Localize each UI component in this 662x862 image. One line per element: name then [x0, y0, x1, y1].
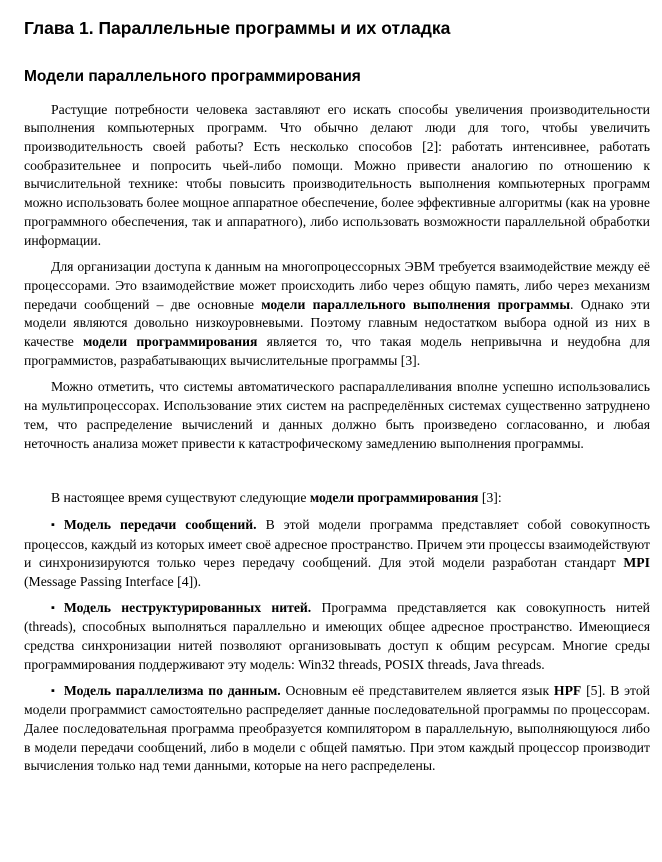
- bullet-item: [24, 682, 650, 777]
- text-run: [3]:: [478, 490, 502, 506]
- paragraph: [24, 489, 650, 508]
- text-run-bold: Модель передачи сообщений.: [63, 516, 266, 532]
- text-run: В настоящее время существуют следующие: [51, 490, 310, 506]
- bullet-square-icon: ▪: [51, 601, 55, 614]
- bullet-item: [24, 516, 650, 592]
- paragraph: [24, 258, 650, 370]
- text-run: . Однако эти модели являются довольно низкоуровневыми. Поэтому главным недостатком выбора одной из них в качестве: [24, 296, 650, 350]
- paragraph: [24, 378, 650, 453]
- text-run: [5]. В этой модели программист самостоятельно распределяет данные последовательной программы по процессорам. Далее последовательная программа преобразуется компилятором в параллельную, выполняющуюся либо в модели передачи сообщений, либо в модели с общей памятью. При этом каждый процессор производит вычисления только над теми данными, которые на него распределены.: [24, 682, 650, 774]
- text-run: (Message Passing Interface [4]).: [24, 574, 202, 590]
- text-run: Растущие потребности человека заставляют его искать способы увеличения производительности выполнения компьютерных программ. Что обычно делают люди для того, чтобы увеличить производительность своей работы? Есть несколько способов [2]: работать интенсивнее, работать сообразительнее и попросить чьей-либо помощи. Можно привести аналогию по отношению к вычислительной технике: чтобы повысить производительность выполнения компьютерных программ можно использовать более мощное аппаратное обеспечение, более эффективные алгоритмы (как на уровне программного обеспечения, так и аппаратного), либо использовать возможности параллельной обработки информации.: [24, 101, 650, 248]
- text-run: В этой модели программа представляет собой совокупность процессов, каждый из которых имеет своё адресное пространство. Причем эти процессы взаимодействуют и синхронизируются только через передачу сообщений. Для этой модели разработан стандарт: [24, 516, 651, 571]
- text-run: Для организации доступа к данным на многопроцессорных ЭВМ требуется взаимодействие между её процессорами. Это взаимодействие может происходить либо через общую память, либо через механизм передачи сообщений – две основные: [24, 259, 650, 312]
- text-run-bold: MPI: [623, 555, 650, 571]
- text-run: Можно отметить, что системы автоматического распараллеливания вполне успешно использовались на мультипроцессорах. Использование этих систем на распределённых системах существенно затруднено тем, что распределение вычислений и данных должно быть произведено согласованно, и любая неточность анализа может привести к катастрофическому замедлению выполнения программы.: [24, 379, 650, 451]
- bullet-item: [24, 599, 650, 675]
- text-run: Основным её представителем является язык: [285, 682, 554, 698]
- text-run: Программа представляется как совокупность нитей (threads), способных выполняться параллельно и имеющих общее адресное пространство. Имеющиеся средства синхронизации нитей позволяют организовывать доступ к общим ресурсам. Многие среды программирования поддерживают эту модель: Win32 threads, POSIX threads, Java threads.: [24, 599, 650, 672]
- section-heading: Модели параллельного программирования: [24, 68, 361, 85]
- text-run: является то, что такая модель непривычна и неудобна для программистов, разрабатывающих вычислительные программы [3].: [24, 334, 650, 368]
- text-run-bold: модели программирования: [309, 490, 479, 506]
- document-body: [24, 101, 650, 777]
- text-run-bold: Модель параллелизма по данным.: [63, 682, 286, 698]
- text-run-bold: модели параллельного выполнения программы: [261, 296, 571, 312]
- bullet-square-icon: ▪: [51, 684, 55, 697]
- chapter-title: Глава 1. Параллельные программы и их отладка: [24, 18, 451, 38]
- bullet-square-icon: ▪: [51, 518, 55, 531]
- paragraph: [24, 101, 650, 251]
- text-run-bold: Модель неструктурированных нитей.: [63, 599, 322, 615]
- text-run-bold: HPF: [553, 682, 582, 698]
- text-run-bold: модели программирования: [83, 334, 258, 350]
